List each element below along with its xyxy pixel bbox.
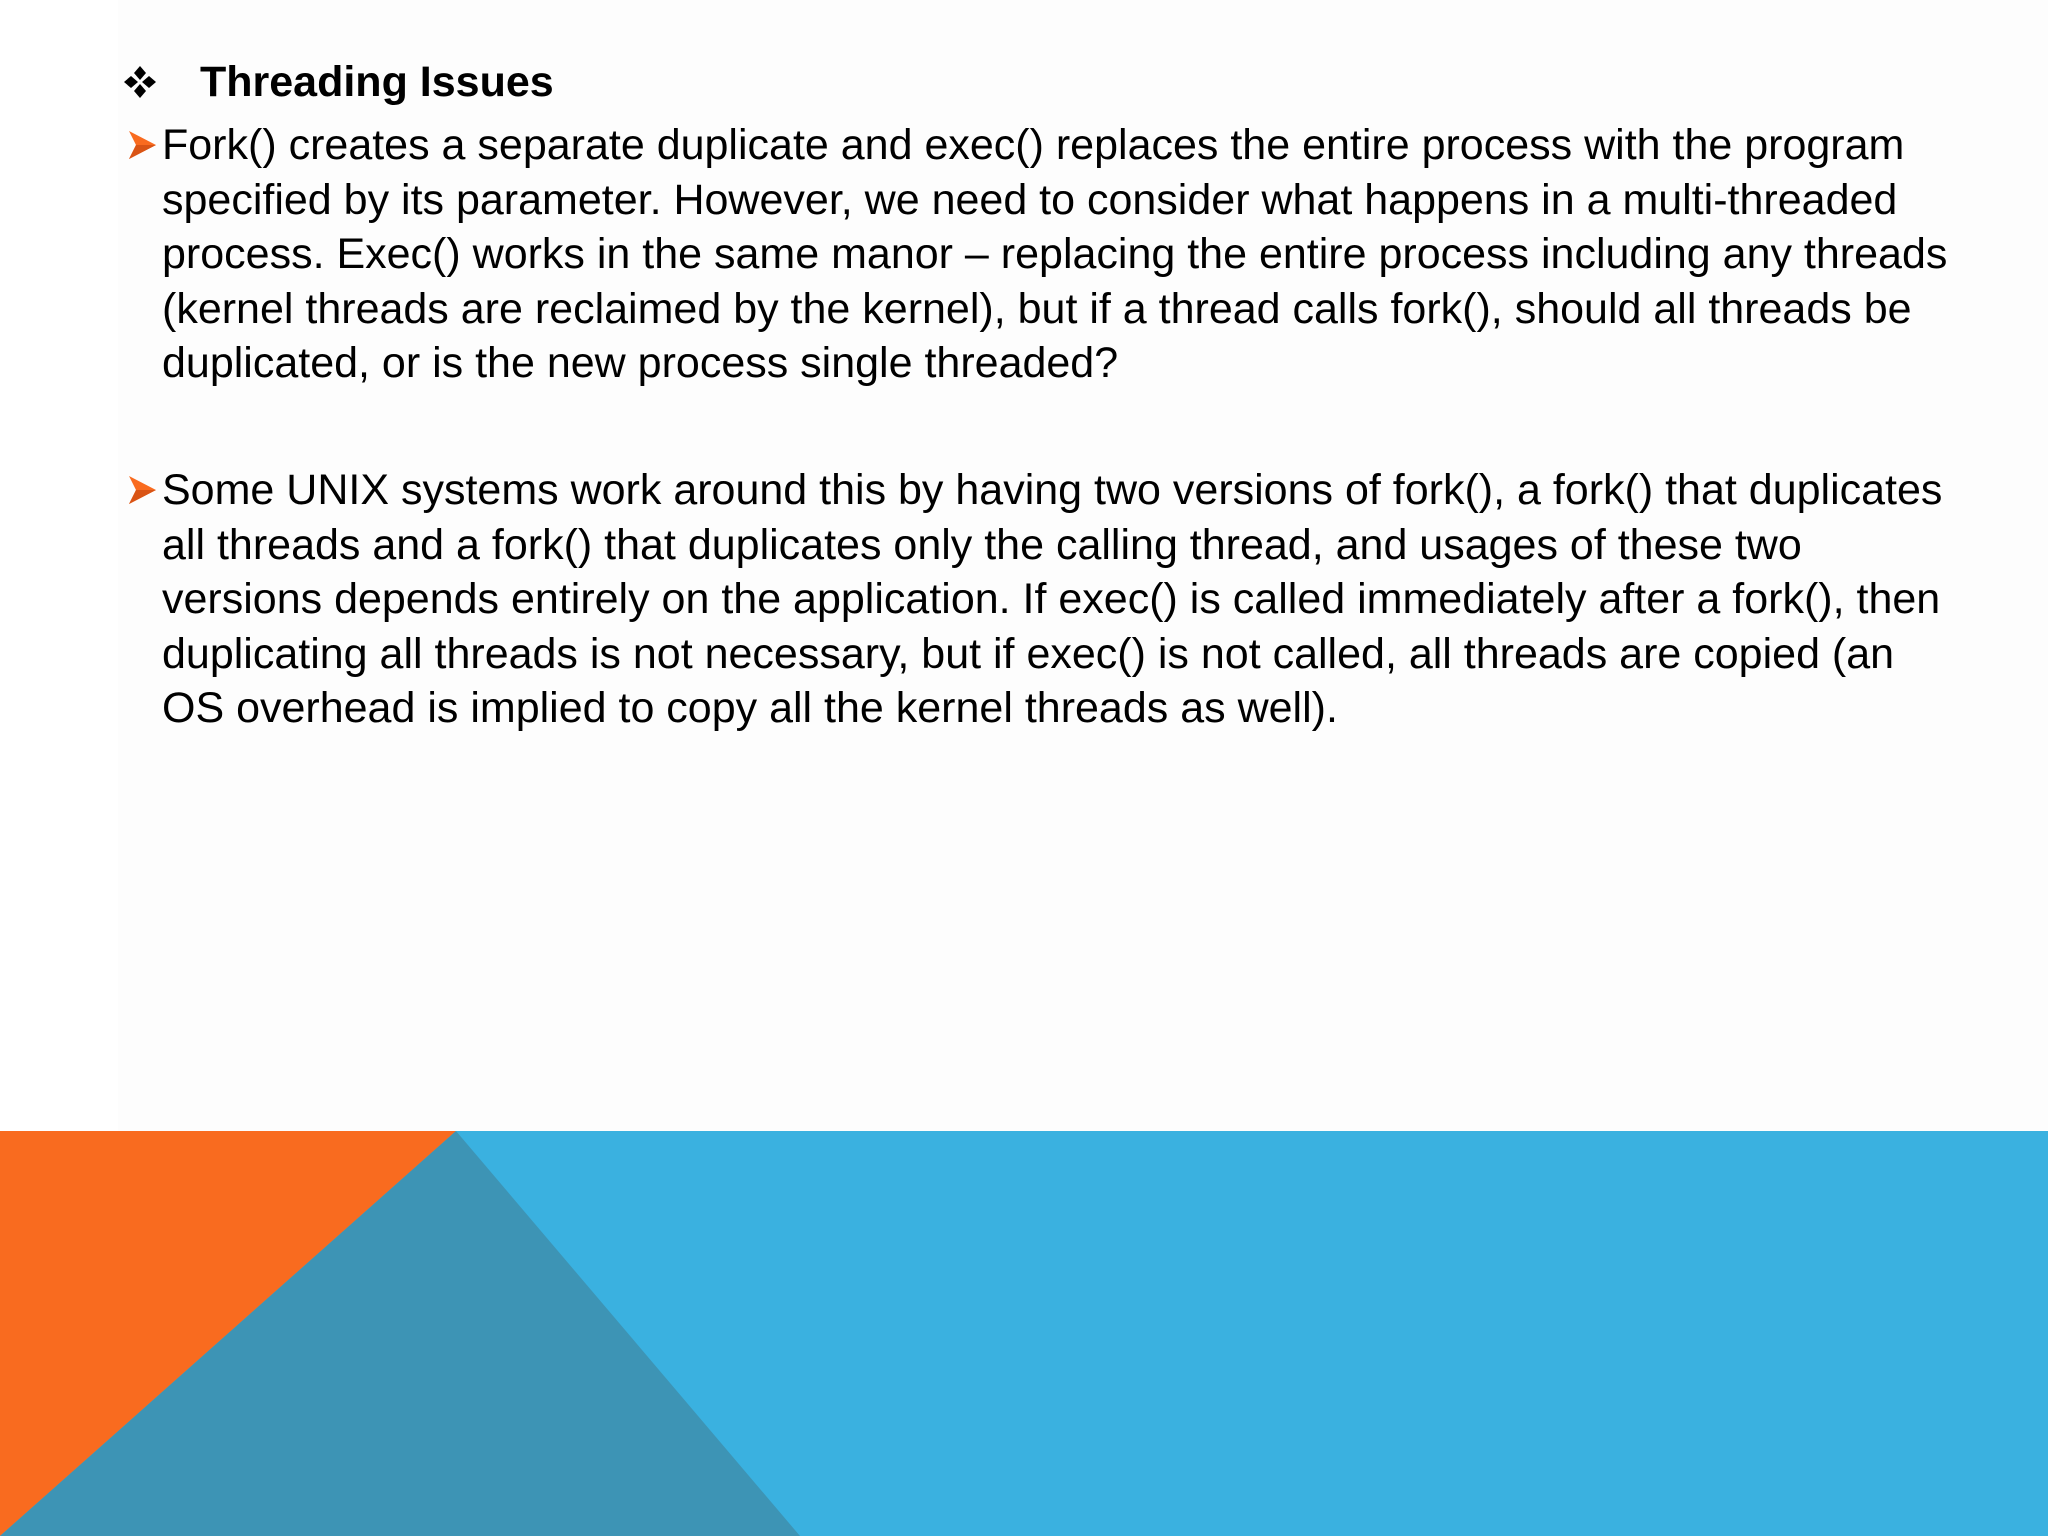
bullet-text: Some UNIX systems work around this by having two versions of fork(), a fork() that duplicates all threads and a fork() that duplicates only the calling thread, and usages of these two versions depends entirely on the application. If exec() is called immediately after a fork(), then duplicating all threads is not necessary, but if exec() is not called, all threads are copied (an OS overhead is implied to copy all the kernel threads as well). (162, 466, 1943, 732)
orange-arrow-bullet-icon (126, 463, 159, 517)
bullet-text: Fork() creates a separate duplicate and exec() replaces the entire process with the program specified by its parameter. However, we need to consider what happens in a multi-threaded process. Exec() works in the same manor – replacing the entire process including any threads (kernel threads are reclaimed by the kernel), but if a thread calls fork(), should all threads be duplicated, or is the new process single threaded? (162, 121, 1948, 387)
heading-row (122, 52, 554, 112)
orange-arrow-bullet-icon (126, 118, 159, 172)
slide-heading: Threading Issues (200, 58, 554, 106)
decorative-footer-shapes (0, 1131, 2048, 1536)
bullet-item (126, 118, 1986, 391)
bullet-item (126, 463, 1986, 736)
four-diamond-bullet-icon (122, 64, 158, 100)
